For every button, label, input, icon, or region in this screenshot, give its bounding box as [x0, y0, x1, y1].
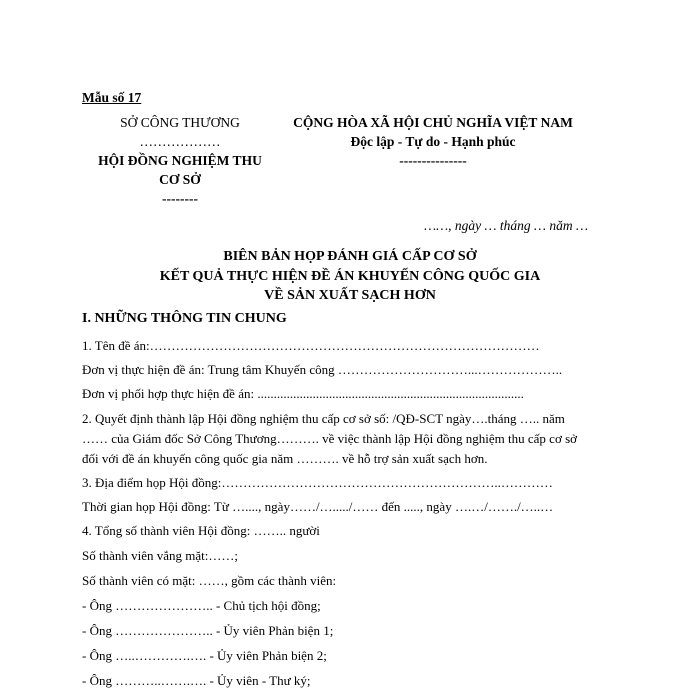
- project-name-line: 1. Tên đề án:………………………………………………………………………………: [82, 338, 540, 353]
- implementing-unit-line: Đơn vị thực hiện đề án: Trung tâm Khuyến công …………………………...………………..: [82, 362, 563, 377]
- date-line: ……, ngày … tháng … năm …: [424, 218, 588, 233]
- council-name-line2: CƠ SỞ: [159, 172, 201, 187]
- member-reviewer2-line: - Ông …..………….…. - Ủy viên Phản biện 2;: [82, 648, 327, 663]
- header-left: [80, 113, 280, 208]
- header-left-divider: --------: [162, 191, 198, 206]
- member-chairman-line: - Ông ………………….. - Chủ tịch hội đồng;: [82, 598, 321, 613]
- absent-members-line: Số thành viên vắng mặt:……;: [82, 548, 238, 563]
- form-number: Mẫu số 17: [82, 90, 142, 105]
- member-secretary-line: - Ông ………..…….…. - Ủy viên - Thư ký;: [82, 673, 311, 688]
- total-members-line: 4. Tổng số thành viên Hội đồng: …….. người: [82, 523, 320, 538]
- decision-line1: 2. Quyết định thành lập Hội đồng nghiệm thu cấp cơ sở số: /QĐ-SCT ngày….tháng ….. năm: [82, 411, 565, 426]
- header-right-divider: ---------------: [399, 153, 467, 168]
- nation-name: CỘNG HÒA XÃ HỘI CHỦ NGHĨA VIỆT NAM: [293, 115, 573, 130]
- member-reviewer1-line: - Ông ………………….. - Ủy viên Phản biện 1;: [82, 623, 334, 638]
- meeting-location-line: 3. Địa điểm họp Hội đồng:………………………………………………………..…………: [82, 475, 553, 490]
- header-right: [283, 113, 583, 170]
- title-line3: VỀ SẢN XUẤT SẠCH HƠN: [264, 288, 436, 303]
- title-line2: KẾT QUẢ THỰC HIỆN ĐỀ ÁN KHUYẾN CÔNG QUỐC GIA: [159, 268, 541, 284]
- title-line1: BIÊN BẢN HỌP ĐÁNH GIÁ CẤP CƠ SỞ: [223, 249, 477, 264]
- ministry-name: SỞ CÔNG THƯƠNG: [120, 115, 240, 130]
- ministry-dots: ………………: [139, 134, 221, 149]
- present-members-line: Số thành viên có mặt: ……, gồm các thành viên:: [82, 573, 337, 588]
- council-name-line1: HỘI ĐỒNG NGHIỆM THU: [98, 153, 262, 168]
- decision-line2: …… của Giám đốc Sở Công Thương………. về việc thành lập Hội đồng nghiệm thu cấp cơ sở: [82, 431, 578, 446]
- decision-line3: đối với đề án khuyến công quốc gia năm ………. về hỗ trợ sản xuất sạch hơn.: [82, 451, 488, 466]
- meeting-time-line: Thời gian họp Hội đồng: Từ …...., ngày……/…...../…… đến ....., ngày ….…/……./…..…: [82, 499, 554, 514]
- motto: Độc lập - Tự do - Hạnh phúc: [350, 134, 516, 149]
- document-title: [0, 247, 700, 306]
- section-heading-general-info: I. NHỮNG THÔNG TIN CHUNG: [82, 311, 287, 326]
- coordinating-unit-line: Đơn vị phối hợp thực hiện đề án: ..................................................................................: [82, 386, 524, 401]
